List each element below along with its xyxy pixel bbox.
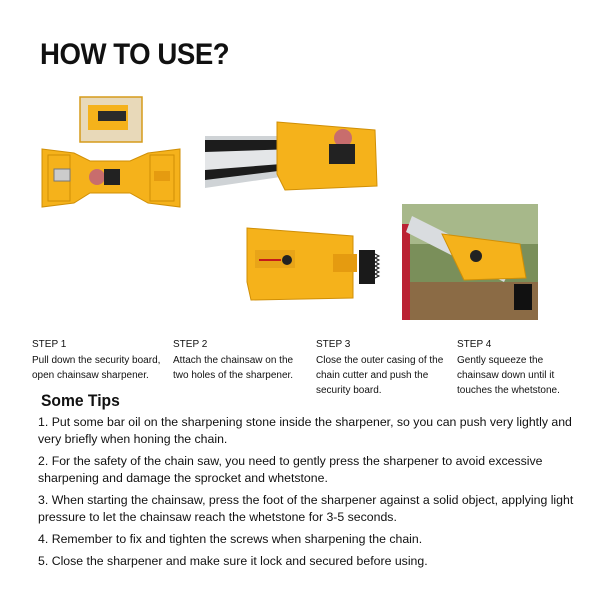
tip-text: Remember to fix and tighten the screws when sharpening the chain.: [51, 532, 423, 546]
step3-image: [245, 220, 385, 305]
tip-item: [38, 553, 578, 570]
tip-item: [38, 414, 578, 448]
step2-text: Attach the chainsaw on the two holes of the sharpener.: [173, 355, 294, 381]
step3-label: STEP 3: [316, 339, 351, 350]
tip-item: [38, 492, 578, 526]
tip-number: 2.: [38, 454, 49, 468]
tip-text: Close the sharpener and make sure it lock and secured before using.: [51, 554, 428, 568]
tip-number: 1.: [38, 415, 49, 429]
tip-item: [38, 453, 578, 487]
step4-text: Gently squeeze the chainsaw down until it touches the whetstone.: [457, 355, 560, 396]
step4-image: [402, 204, 538, 320]
tip-number: 3.: [38, 493, 49, 507]
tip-text: When starting the chainsaw, press the foot of the sharpener against a solid object, applying light pressure to let the chainsaw reach the whetstone for 3-5 seconds.: [38, 493, 574, 524]
step1-text: Pull down the security board, open chainsaw sharpener.: [32, 355, 161, 381]
tip-number: 5.: [38, 554, 49, 568]
tip-text: Put some bar oil on the sharpening stone inside the sharpener, so you can push very lightly and very briefly when honing the chain.: [38, 415, 572, 446]
step2-image: [205, 118, 380, 203]
step4-label: STEP 4: [457, 339, 492, 350]
page-title: HOW TO USE?: [40, 38, 230, 71]
tips-list: [38, 414, 578, 575]
tip-text: For the safety of the chain saw, you need to gently press the sharpener to avoid excessive sharpening and damage the sprocket and whetstone.: [38, 454, 543, 485]
step1-label: STEP 1: [32, 339, 67, 350]
tips-heading: Some Tips: [41, 391, 120, 410]
tip-item: [38, 531, 578, 548]
step2-label: STEP 2: [173, 339, 208, 350]
step3-text: Close the outer casing of the chain cutter and push the security board.: [316, 355, 444, 396]
tip-number: 4.: [38, 532, 49, 546]
step1-image: [40, 95, 185, 215]
